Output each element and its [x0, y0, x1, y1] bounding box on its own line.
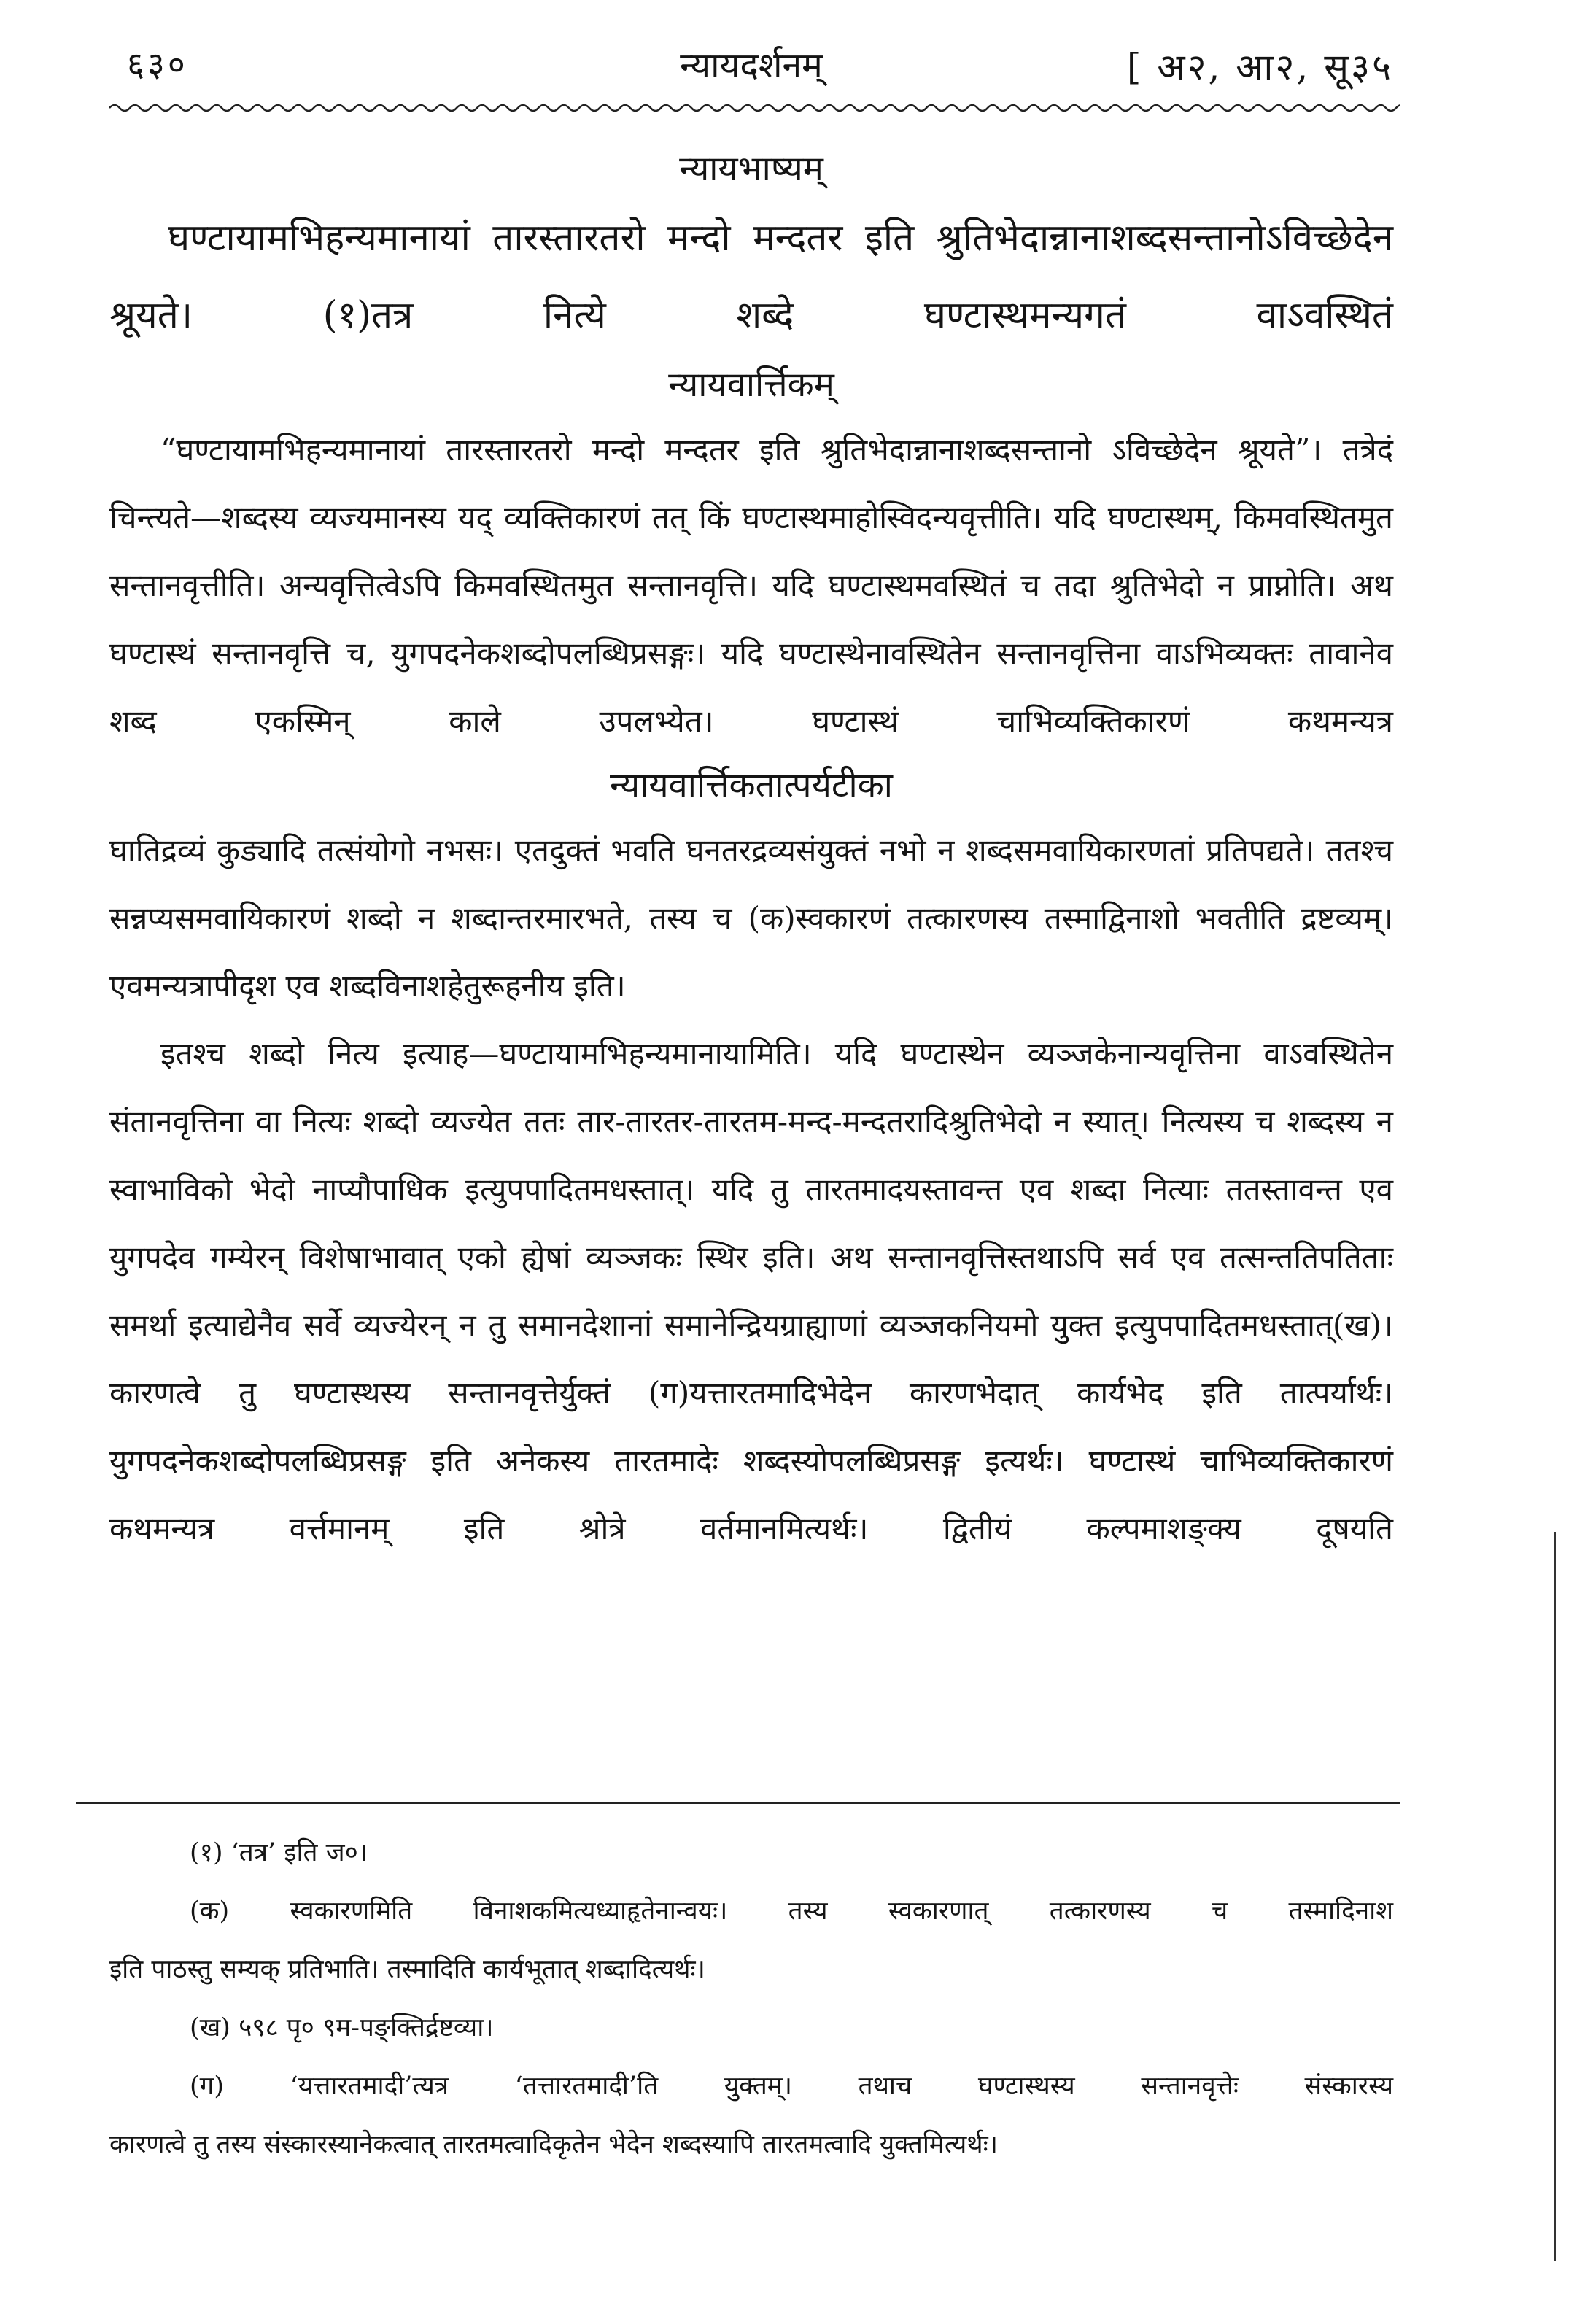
page-number: ६३० — [127, 44, 188, 84]
footnote-ga-line-2: कारणत्वे तु तस्य संस्कारस्यानेकत्वात् तारतमत्वादिकृतेन भेदेन शब्दस्यापि तारतमत्वादि युक्तमित्यर्थः। — [109, 2130, 999, 2159]
footnote-rule — [76, 1802, 1400, 1804]
footnote-1: (१) ‘तत्र’ इति ज०। — [190, 1838, 368, 1867]
tika-paragraph-2: इतश्च शब्दो नित्य इत्याह—घण्टायामभिहन्यमानायामिति। यदि घण्टास्थेन व्यञ्जकेनान्यवृत्तिना वाऽवस्थितेन संतानवृत्तिना वा नित्यः शब्दो व्यज्येत ततः तार-तारतर-तारतम-मन्द-मन्दतरादिश्रुतिभेदो न स्यात्। नित्यस्य च शब्दस्य न स्वाभाविको भेदो नाप्यौपाधिक इत्युपपादितमधस्तात्। यदि तु तारतमादयस्तावन्त एव शब्दा नित्याः ततस्तावन्त एव युगपदेव गम्येरन् विशेषाभावात् एको ह्येषां व्यञ्जकः स्थिर इति। अथ सन्तानवृत्तिस्तथाऽपि सर्व एव तत्सन्ततिपतिताः समर्था इत्याद्येनैव सर्वे व्यज्येरन् न तु समानदेशानां समानेन्द्रियग्राह्याणां व्यञ्जकनियमो युक्त इत्युपपादितमधस्तात्(ख)। कारणत्वे तु घण्टास्थस्य सन्तानवृत्तेर्युक्तं (ग)यत्तारतमादिभेदेन कारणभेदात् कार्यभेद इति तात्पर्यार्थः। युगपदनेकशब्दोपलब्धिप्रसङ्ग इति अनेकस्य तारतमादेः शब्दस्योपलब्धिप्रसङ्ग इत्यर्थः। घण्टास्थं चाभिव्यक्तिकारणं कथमन्यत्र वर्त्तमानम् इति श्रोत्रे वर्तमानमित्यर्थः। द्वितीयं कल्पमाशङ्क्य दूषयति — [109, 1036, 1393, 1546]
nyaya-vartika-section — [109, 355, 1393, 755]
running-title: न्यायदर्शनम् — [680, 45, 823, 86]
tatparya-tika-section — [109, 755, 1393, 1562]
footnote-ka-line-2: इति पाठस्तु सम्यक् प्रतिभाति। तस्मादिति कार्यभूतात् शब्दादित्यर्थः। — [109, 1955, 705, 1984]
vartika-heading: न्यायवार्त्तिकम् — [668, 365, 834, 405]
scan-edge-line — [1554, 1532, 1556, 2261]
page-header — [109, 34, 1393, 88]
wavy-rule — [109, 99, 1400, 117]
tika-paragraph-1: घातिद्रव्यं कुड्यादि तत्संयोगो नभसः। एतदुक्तं भवति घनतरद्रव्यसंयुक्तं नभो न शब्दसमवायिकारणतां प्रतिपद्यते। ततश्च सन्नप्यसमवायिकारणं शब्दो न शब्दान्तरमारभते, तस्य च (क)स्वकारणं तत्कारणस्य तस्माद्विनाशो भवतीति द्रष्टव्यम्। एवमन्यत्रापीदृश एव शब्दविनाशहेतुरूहनीय इति। — [109, 832, 1393, 1004]
page-body — [109, 139, 1393, 1562]
tika-heading: न्यायवार्त्तिकतात्पर्यटीका — [610, 765, 893, 805]
bhashya-text: घण्टायामभिहन्यमानायां तारस्तारतरो मन्दो मन्दतर इति श्रुतिभेदान्नानाशब्दसन्तानोऽविच्छेदेन श्रूयते। (१)तत्र नित्ये शब्दे घण्टास्थमन्यगतं वाऽवस्थितं — [109, 217, 1393, 337]
footnote-ga-line-1: (ग) ‘यत्तारतमादी’त्यत्र ‘तत्तारतमादी’ति युक्तम्। तथाच घण्टास्थस्य सन्तानवृत्तेः संस्कारस्य — [190, 2072, 1393, 2101]
nyaya-bhashya-section — [109, 139, 1393, 355]
section-reference: [ अ२, आ२, सू३५ — [1126, 46, 1393, 88]
footnote-ka-line-1: (क) स्वकारणमिति विनाशकमित्यध्याहृतेनान्वयः। तस्य स्वकारणात् तत्कारणस्य च तस्मादिनाश — [190, 1897, 1393, 1926]
vartika-text: “घण्टायामभिहन्यमानायां तारस्तारतरो मन्दो मन्दतर इति श्रुतिभेदान्नानाशब्दसन्तानो ऽविच्छेदेन श्रूयते”। तत्रेदं चिन्त्यते—शब्दस्य व्यज्यमानस्य यद् व्यक्तिकारणं तत् किं घण्टास्थमाहोस्विदन्यवृत्तीति। यदि घण्टास्थम्, किमवस्थितमुत सन्तानवृत्तीति। अन्यवृत्तित्वेऽपि किमवस्थितमुत सन्तानवृत्ति। यदि घण्टास्थमवस्थितं च तदा श्रुतिभेदो न प्राप्नोति। अथ घण्टास्थं सन्तानवृत्ति च, युगपदनेकशब्दोपलब्धिप्रसङ्गः। यदि घण्टास्थेनावस्थितेन सन्तानवृत्तिना वाऽभिव्यक्तः तावानेव शब्द एकस्मिन् काले उपलभ्येत। घण्टास्थं चाभिव्यक्तिकारणं कथमन्यत्र — [109, 432, 1393, 739]
footnotes — [109, 1824, 1393, 2174]
footnote-kha: (ख) ५९८ पृ० ९म-पङ्क्तिर्द्रष्टव्या। — [190, 2013, 494, 2042]
bhashya-heading: न्यायभाष्यम् — [679, 149, 823, 189]
